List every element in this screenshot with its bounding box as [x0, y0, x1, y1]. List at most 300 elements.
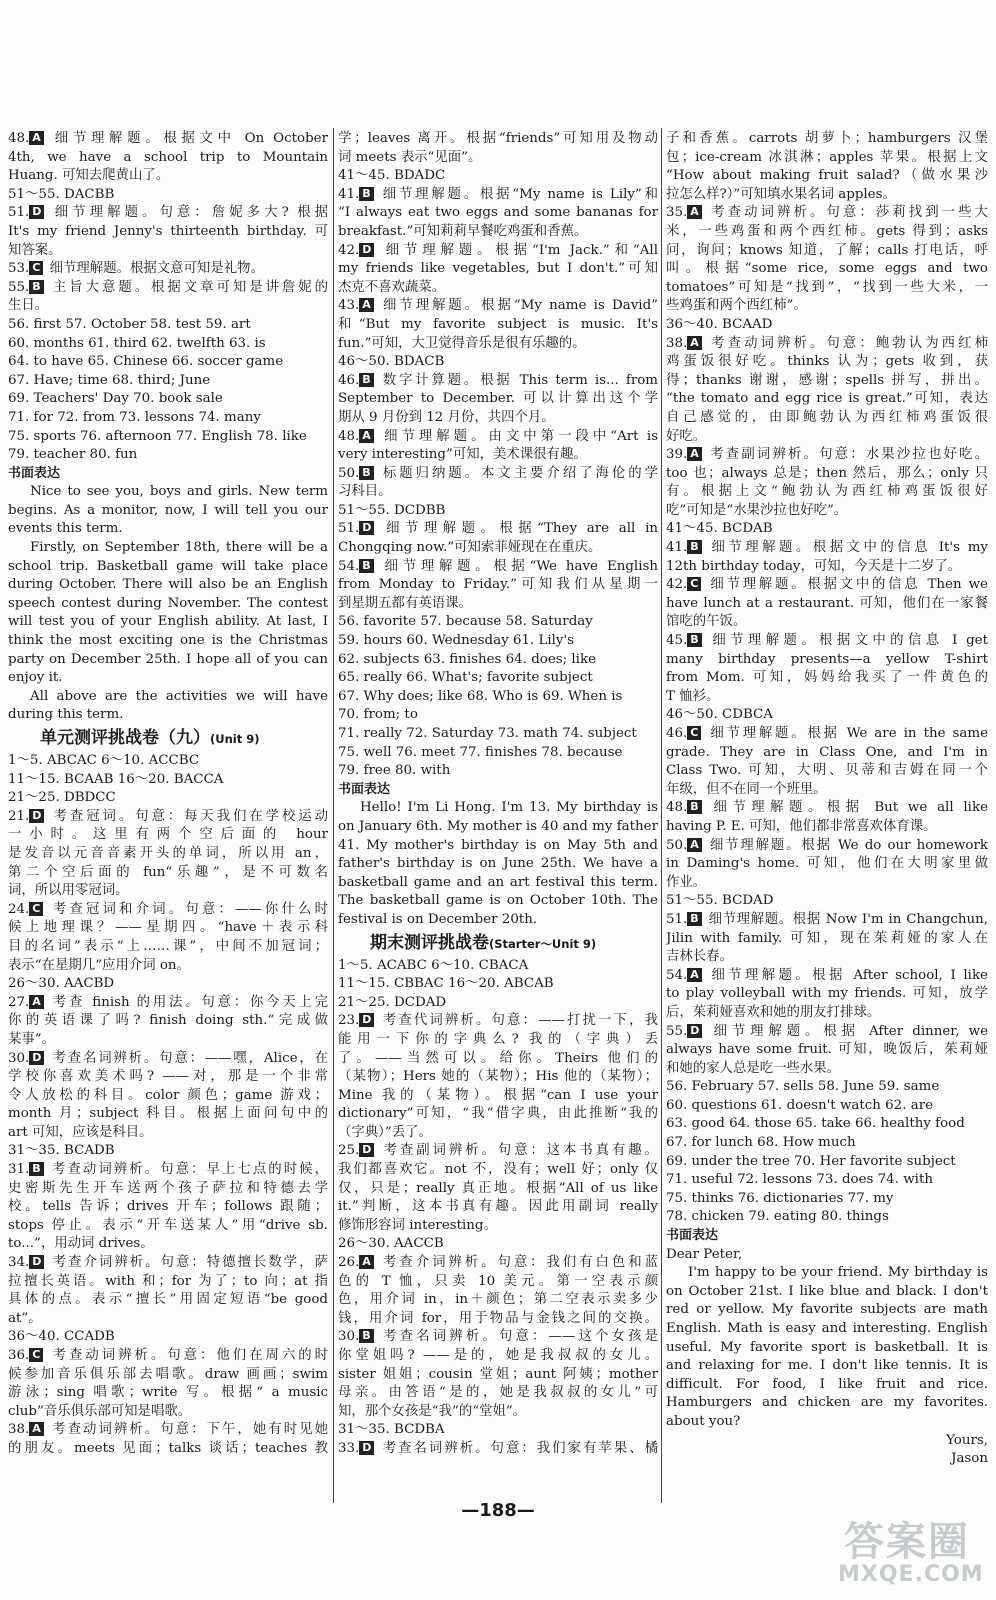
answer-line [8, 706, 328, 725]
answer-line [666, 372, 988, 391]
answer-line [338, 130, 658, 149]
watermark-sub: MXQE.COM [838, 1562, 984, 1587]
answer-line [338, 957, 658, 976]
answer-line [666, 985, 988, 1004]
answer-line [666, 297, 988, 316]
answer-text: T 恤衫。 [666, 688, 720, 704]
answer-text: 自己感觉的，由即鲍勃认为西红柿鸡蛋饭很 [666, 409, 988, 425]
answer-line [666, 855, 988, 874]
answer-text: Firstly, on September 18th, there will be a [30, 540, 328, 556]
answer-text: 考查冠词。句意：每天我们在学校运动 [53, 808, 328, 824]
answer-text: 作业。 [666, 874, 707, 890]
answer-text: 1～5. ABCAC 6～10. ACCBC [8, 753, 200, 768]
answer-line [338, 892, 658, 911]
answer-text: 细节理解题。根据 We do our homework [709, 837, 988, 853]
answer-text: English. Math is easy and interesting. English [666, 1321, 988, 1336]
answer-item [666, 335, 988, 354]
answer-letter-badge: D [687, 1024, 702, 1038]
answer-line [666, 651, 988, 670]
answer-text: 考查名词辨析。句意：——这个女孩是 [383, 1329, 658, 1345]
answer-line [338, 446, 658, 465]
answer-line [8, 335, 328, 354]
answer-line [338, 975, 658, 994]
answer-item [666, 799, 988, 818]
answer-text: 36～40. CCADB [8, 1329, 115, 1345]
answer-text: （某物）；Hers 她的（某物）；His 他的（某物）； [338, 1069, 658, 1085]
answer-line [338, 1161, 658, 1180]
answer-text: 细节理解题。根据“They are all in [386, 521, 658, 537]
answer-text: grade. They are in Class One, and I'm in [666, 744, 988, 760]
answer-text: 11～15. BCAAB 16～20. BACCA [8, 771, 224, 787]
answer-line [666, 1153, 988, 1172]
answer-text: 79. teacher 80. fun [8, 447, 138, 463]
answer-text: 75. sports 76. afternoon 77. English 78. like [8, 428, 307, 444]
answer-line [338, 1347, 658, 1366]
answer-text: to play volleyball with my friends. 可知，放学 [666, 986, 988, 1002]
answer-letter-badge: A [359, 298, 374, 312]
answer-text: 母亲。由答语“是的，她是我叔叔的女儿”可 [338, 1385, 658, 1401]
question-number: 38. [666, 335, 688, 351]
answer-text: Yours, [946, 1432, 988, 1448]
answer-text: father's birthday is on June 25th. We have a [338, 856, 658, 872]
answer-text: 了。——当然可以。给你。Theirs 他们的 [338, 1050, 658, 1066]
answer-letter-badge: A [29, 131, 44, 145]
answer-line [666, 1134, 988, 1153]
answer-text: 21～25. DCDAD [338, 994, 447, 1010]
answer-line [8, 167, 328, 186]
answer-line [666, 948, 988, 967]
answer-text: 色的 T 恤，只卖 10 美元。第一空表示颜 [338, 1273, 658, 1289]
answer-text: very interesting”可知，美术课很有趣。 [338, 447, 587, 463]
answer-text: Jason [951, 1451, 988, 1467]
answer-text: it.”判断，这本书真有趣。因此用副词 really [338, 1199, 658, 1215]
answer-line [666, 818, 988, 837]
answer-letter-badge: B [359, 1329, 373, 1343]
answer-text: 钱，用介词 for，用于物品与金钱之间的交换。 [338, 1310, 658, 1326]
question-number: 35. [666, 205, 688, 221]
answer-item [338, 465, 658, 484]
answer-text: 67. Have; time 68. third; June [8, 372, 211, 388]
answer-text: 31～35. BCADB [8, 1143, 115, 1159]
question-number: 41. [338, 186, 360, 202]
answer-text: having P. E. 可知，他们都非常喜欢体育课。 [666, 818, 937, 834]
answer-line [666, 353, 988, 372]
section-title: 期末测评挑战卷(Starter～Unit 9) [370, 932, 597, 953]
answer-text: Hamburgers and chicken are my favorites. [666, 1395, 988, 1411]
answer-line [666, 483, 988, 502]
answer-text: 游泳；sing 唱歌；write 写。根据“ a music [8, 1385, 328, 1401]
answer-text: useful. My favorite sport is basketball. It is [666, 1339, 988, 1355]
question-number: 48. [338, 428, 360, 444]
answer-text: 56. first 57. October 58. test 59. art [8, 316, 251, 332]
answer-line [338, 744, 658, 763]
question-number: 38. [8, 1422, 30, 1438]
answer-line [338, 1235, 658, 1254]
answer-text: 56. February 57. sells 58. June 59. same [666, 1079, 940, 1095]
answer-text: 4th, we have a school trip to Mountain [8, 149, 328, 165]
question-number: 55. [8, 279, 30, 295]
answer-text: 41～45. BDADC [338, 168, 446, 184]
answer-text: 11～15. CBBAC 16～20. ABCAB [338, 976, 554, 992]
answer-line [666, 1301, 988, 1320]
answer-text: “How about making fruit salad?（做水果沙 [666, 168, 988, 184]
answer-line [8, 353, 328, 372]
answer-line [338, 669, 658, 688]
answer-text: 考查 finish 的用法。句意：你今天上完 [52, 994, 328, 1010]
question-number: 46. [666, 726, 688, 741]
answer-line [666, 409, 988, 428]
answer-text: Class Two. 可知，大明、贝蒂和吉姆在同一个 [666, 763, 988, 779]
answer-line [338, 502, 658, 521]
answer-text: breakfast.”可知莉莉早餐吃鸡蛋和香蕉。 [338, 223, 588, 239]
answer-item [666, 911, 988, 930]
answer-line [8, 938, 328, 957]
answer-line [8, 613, 328, 632]
answer-text: 具体的点。表示“擅长”用固定短语“be good [8, 1292, 328, 1308]
answer-line [666, 1339, 988, 1358]
answer-line [8, 316, 328, 335]
answer-letter-badge: B [687, 912, 701, 926]
column-divider-right [661, 128, 662, 1503]
answer-line [8, 1124, 328, 1143]
answer-line [338, 837, 658, 856]
answer-text: 第二个空后面的 fun“乐趣”，是不可数名 [8, 864, 328, 880]
question-number: 39. [666, 447, 688, 463]
answer-line [338, 335, 658, 354]
answer-line [8, 845, 328, 864]
answer-line [338, 994, 658, 1013]
answer-letter-badge: C [29, 261, 43, 275]
answer-line [8, 919, 328, 938]
answer-line [338, 1273, 658, 1292]
answer-text: 26～30. AACCB [338, 1236, 444, 1252]
question-number: 46. [338, 372, 360, 388]
answer-text: and relaxing for me. I don't like tennis. It is [666, 1358, 988, 1374]
question-number: 34. [8, 1255, 30, 1271]
answer-letter-badge: A [687, 336, 702, 350]
answer-text: 你堂姐吗? ——是的，她是我叔叔的女儿。 [338, 1348, 658, 1363]
answer-line [338, 911, 658, 930]
answer-text: 到星期五都有英语课。 [338, 595, 472, 611]
answer-text: 叫。根据“some rice, some eggs and two [666, 261, 988, 277]
answer-line [666, 502, 988, 521]
answer-text: from Mom. 可知，妈妈给我买了一件黄色的 [666, 670, 988, 686]
answer-text: 细节理解题。根据文中的信息 I get [712, 633, 988, 649]
answer-line [338, 1366, 658, 1385]
answer-text: 细节理解题。根据 After school, I like [711, 967, 988, 983]
section-title-units: (Unit 9) [210, 732, 260, 746]
answer-text: 鸡蛋饭很好吃。thinks 认为；gets 收到，获 [666, 354, 988, 370]
answer-line [666, 1376, 988, 1395]
answer-text: during October. There will also be an English [8, 577, 328, 593]
answer-line [8, 1217, 328, 1236]
answer-line [338, 1198, 658, 1217]
answer-line [8, 372, 328, 391]
answer-line [8, 1328, 328, 1347]
answer-text: to...”，用动词 drives。 [8, 1236, 154, 1252]
answer-line [8, 1087, 328, 1106]
answer-line [666, 1264, 988, 1283]
answer-line [666, 520, 988, 539]
answer-letter-badge: A [687, 447, 702, 461]
answer-line [8, 1180, 328, 1199]
answer-line [666, 669, 988, 688]
answer-text: events this term. [8, 521, 123, 537]
answer-text: Huang. 可知去爬黄山了。 [8, 168, 170, 184]
answer-text: 某事”。 [8, 1031, 56, 1047]
answer-item [338, 1440, 658, 1459]
answer-line [8, 771, 328, 790]
answer-line [8, 688, 328, 707]
answer-line [338, 483, 658, 502]
answer-text: 考查介词辨析。句意：我们有白色和蓝 [383, 1255, 658, 1271]
answer-text: Mine 我的（某物）。根据“can I use your [338, 1087, 658, 1103]
answer-text: 51～55. DACBB [8, 186, 115, 202]
answer-text: fun.”可知，大卫觉得音乐是很有乐趣的。 [338, 335, 586, 351]
answer-text: “I always eat two eggs and some bananas for [338, 205, 658, 221]
question-number: 53. [8, 261, 30, 277]
answer-letter-badge: B [359, 466, 373, 480]
answer-text: 词，所以用零冠词。 [8, 883, 129, 899]
answer-text: 60. questions 61. doesn't watch 62. are [666, 1097, 934, 1113]
answer-item [8, 994, 328, 1013]
question-number: 27. [8, 994, 30, 1010]
answer-text: 你的英语课了吗? finish doing sth.“完成做 [8, 1013, 328, 1029]
answer-text: 46～50. BDACB [338, 354, 445, 370]
answer-text: 好吃。 [666, 428, 707, 444]
answer-text: 59. hours 60. Wednesday 61. Lily's [338, 633, 575, 649]
answer-text: 校。tells 告诉；drives 开车；follows 跟随； [8, 1199, 328, 1215]
answer-line [8, 1012, 328, 1031]
answer-text: 表示“在星期几”应用介词 on。 [8, 957, 190, 973]
answer-line [338, 390, 658, 409]
question-number: 30. [338, 1329, 360, 1345]
answer-letter-badge: B [359, 187, 373, 201]
answer-line [8, 882, 328, 901]
answer-text: 的朋友。meets 见面；talks 谈话；teaches 教 [8, 1440, 328, 1456]
question-number: 31. [8, 1162, 30, 1178]
answer-line [338, 260, 658, 279]
answer-text: 细节理解题。根据文中的信息 Then we [710, 577, 988, 593]
answer-line [666, 762, 988, 781]
answer-text: dictionary”可知，“我”借字典，由此推断“我的 [338, 1106, 658, 1122]
answer-text: 考查介词辨析。句意：特德擅长数学，萨 [52, 1255, 328, 1271]
answer-line [8, 558, 328, 577]
answer-text: 生日。 [8, 298, 49, 314]
column-divider-left [333, 128, 334, 1503]
answer-line [8, 1291, 328, 1310]
answer-text: 75. thinks 76. dictionaries 77. my [666, 1190, 894, 1206]
answer-letter-badge: D [359, 1143, 374, 1157]
answer-line [666, 260, 988, 279]
answer-line [338, 316, 658, 335]
answer-line [338, 651, 658, 670]
answer-item [666, 967, 988, 986]
answer-text: 和“But my favorite subject is music. It's [338, 316, 658, 332]
question-number: 30. [8, 1050, 30, 1066]
watermark-logo [834, 1510, 984, 1592]
answer-text: Jilin with family. 可知，现在茱莉娅的家人在 [666, 930, 988, 946]
answer-text: 考查动词辨析。句意：他们在周六的时 [52, 1348, 328, 1363]
question-number: 45. [666, 633, 688, 649]
answer-text: 史密斯先生开车送两个孩子萨拉和特德去学 [8, 1180, 328, 1196]
answer-text: will test you of your English ability. At last, I [8, 614, 328, 630]
question-number: 51. [8, 205, 30, 221]
answer-text: Hello! I'm Li Hong. I'm 13. My birthday is [360, 800, 658, 816]
answer-text: party on December 25th. I hope all of you can [8, 651, 328, 667]
answer-text: 考查副词辨析。句意：水果沙拉也好吃。 [710, 447, 988, 463]
answer-item [338, 1012, 658, 1031]
answer-line [666, 874, 988, 893]
answer-line [8, 1366, 328, 1385]
answer-text: （字典）”丢了。 [338, 1124, 432, 1140]
answer-line [666, 1283, 988, 1302]
answer-text: 79. free 80. with [338, 763, 451, 779]
answer-line [8, 520, 328, 539]
answer-text: 色，用介词 in，in＋颜色；第二空表示卖多少 [338, 1292, 658, 1308]
answer-line [338, 539, 658, 558]
answer-letter-badge: B [687, 540, 701, 554]
answer-text: Dear Peter, [666, 1246, 743, 1262]
answer-text: 一小时。这里有两个空后面的 hour [8, 827, 328, 843]
answer-text: 69. under the tree 70. Her favorite subject [666, 1153, 956, 1169]
answer-item [338, 1254, 658, 1273]
answer-item [338, 558, 658, 577]
question-number: 23. [338, 1013, 360, 1029]
answer-text: 70. from; to [338, 707, 418, 723]
answer-letter-badge: D [359, 521, 374, 535]
answer-line [8, 390, 328, 409]
answer-text: 31～35. BCDBA [338, 1422, 445, 1438]
answer-line [8, 975, 328, 994]
question-number: 26. [338, 1255, 360, 1271]
answer-line [8, 446, 328, 465]
answer-line [666, 1004, 988, 1023]
question-number: 33. [338, 1440, 360, 1456]
answer-line [8, 1235, 328, 1254]
answer-text: 吃”可知是“水果沙拉也好吃”。 [666, 502, 848, 518]
answer-line [666, 1450, 988, 1469]
answer-line [338, 706, 658, 725]
answer-line [338, 632, 658, 651]
answer-letter-badge: D [29, 809, 44, 823]
answer-text: Chongqing now.”可知索菲娅现在在重庆。 [338, 540, 602, 556]
answer-text: 考查动词辨析。句意：下午，她有时见她 [52, 1422, 328, 1438]
answer-line [666, 595, 988, 614]
answer-text: It's my friend Jenny's thirteenth birthday. 可 [8, 223, 328, 239]
answer-text: 考查动词辨析。句意：莎莉找到一些大 [711, 205, 988, 221]
answer-text: 51～55. DCDBB [338, 502, 446, 518]
answer-line [338, 1180, 658, 1199]
answer-line [8, 1440, 328, 1459]
answer-line [338, 1068, 658, 1087]
answer-line [666, 1078, 988, 1097]
answer-line [338, 1105, 658, 1124]
answer-text: 78. chicken 79. eating 80. things [666, 1209, 889, 1225]
answer-line [338, 1217, 658, 1236]
answer-text: 期从 9 月份到 12 月份，共四个月。 [338, 409, 555, 425]
answer-item [8, 204, 328, 223]
question-number: 51. [666, 911, 688, 927]
answer-text: 些鸡蛋和两个西红柿”。 [666, 298, 807, 314]
answer-item [338, 242, 658, 261]
answer-text: stops 停止。表示“开车送某人”用“drive sb. [8, 1217, 328, 1233]
answer-letter-badge: B [687, 633, 701, 647]
answer-text: on October 21st. I like blue and black. I don't [666, 1283, 988, 1299]
answer-text: 60. months 61. third 62. twelfth 63. is [8, 335, 266, 351]
answer-letter-badge: B [359, 373, 373, 387]
answer-line [666, 1190, 988, 1209]
answer-letter-badge: B [29, 280, 43, 294]
answer-text: 62. subjects 63. finishes 64. does; like [338, 651, 596, 667]
answer-line [666, 186, 988, 205]
answer-line [666, 1060, 988, 1079]
answer-line [8, 186, 328, 205]
answer-line [338, 167, 658, 186]
answer-text: too 也；always 总是；then 然后，那么；only 只 [666, 465, 988, 481]
answer-line [338, 279, 658, 298]
answer-text: tomatoes”可知是“找到”，“找到一些大米，一 [666, 279, 988, 295]
answer-letter-badge: A [359, 429, 374, 443]
answer-text: 细节理解题。根据 We are in the same [710, 726, 988, 741]
answer-text: 细节理解题。根据 After dinner, we [713, 1023, 988, 1039]
answer-text: 考查冠词和介词。句意：——你什么时 [52, 901, 328, 917]
answer-line [666, 242, 988, 261]
answer-text: 米，一些鸡蛋和两个西红柿。gets 得到；asks [666, 223, 988, 239]
section-title-units: (Starter～Unit 9) [489, 936, 597, 951]
question-number: 42. [666, 577, 688, 593]
answer-text: 细节理解题。由文中第一段中“Art is [384, 428, 658, 444]
answer-text: festival is on December 20th. [338, 911, 538, 927]
answer-line [8, 502, 328, 521]
answer-text: 馆吃的午饭。 [666, 614, 747, 630]
answer-text: 细节理解题。根据 Now I'm in Changchun, [708, 911, 988, 927]
answer-line [666, 316, 988, 335]
answer-text: 知答案。 [8, 242, 62, 258]
answer-item [666, 446, 988, 465]
answer-line [338, 1087, 658, 1106]
answer-text: 75. well 76. meet 77. finishes 78. because [338, 744, 623, 760]
answer-text: 63. good 64. those 65. take 66. healthy food [666, 1116, 965, 1132]
answer-line [666, 706, 988, 725]
section-title: 单元测评挑战卷（九）(Unit 9) [40, 728, 260, 748]
answer-text: 69. Teachers' Day 70. book sale [8, 391, 223, 407]
answer-text: 36～40. BCAAD [666, 316, 773, 332]
answer-text: 仅，只是；really 真正地。根据“All of us like [338, 1180, 658, 1196]
answer-line [8, 752, 328, 771]
question-number: 21. [8, 808, 30, 824]
answer-letter-badge: A [29, 995, 44, 1009]
answer-line [8, 1031, 328, 1050]
watermark-main: 答案圈 [844, 1519, 970, 1565]
answer-text: 41～45. BCDAB [666, 521, 773, 537]
answer-line [8, 1273, 328, 1292]
answer-text: All above are the activities we will have [30, 688, 328, 704]
answer-text: 71. useful 72. lessons 73. does 74. with [666, 1172, 933, 1188]
answer-line [666, 279, 988, 298]
answer-text: basketball game and an art festival this term. [338, 874, 658, 890]
answer-line [338, 576, 658, 595]
answer-text: 细节理解题。根据文中 On October [54, 131, 328, 146]
answer-text: 得；thanks 谢谢，感谢；spells 拼写，拼出。 [666, 372, 988, 388]
answer-text: 41. My mother's birthday is on May 5th and [338, 837, 658, 853]
answer-letter-badge: B [359, 559, 373, 573]
answer-text: 65. really 66. What's; favorite subject [338, 670, 593, 686]
question-number: 54. [666, 967, 688, 983]
answer-text: 标题归纳题。本文主要介绍了海伦的学 [382, 465, 658, 481]
answer-letter-badge: D [29, 1255, 44, 1269]
question-number: 41. [666, 540, 688, 556]
